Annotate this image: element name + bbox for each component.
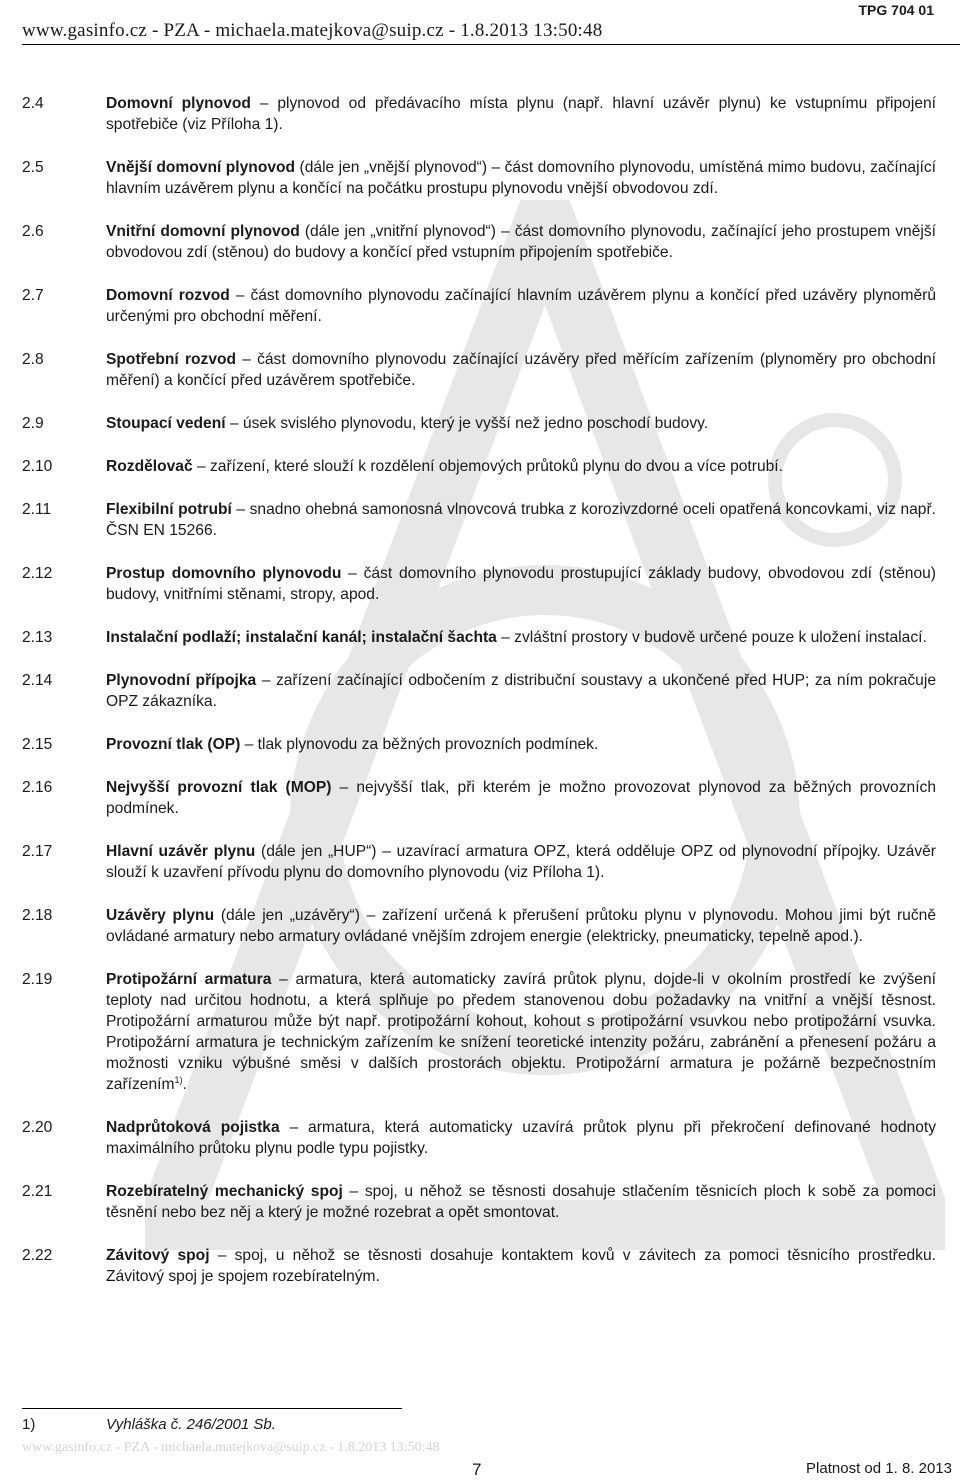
definition-number: 2.18: [22, 907, 53, 924]
definition-number: 2.19: [22, 971, 53, 988]
definition-term: Uzávěry plynu: [106, 907, 215, 924]
definition-item: [22, 93, 936, 135]
definition-item: [22, 349, 936, 391]
footnote-text: Vyhláška č. 246/2001 Sb.: [106, 1416, 276, 1433]
definition-number: 2.4: [22, 95, 44, 112]
definition-number: 2.16: [22, 779, 53, 796]
definition-item: [22, 734, 936, 755]
definition-item: [22, 1245, 936, 1287]
definition-term: Nejvyšší provozní tlak (MOP): [106, 779, 332, 796]
definition-text: – úsek svislého plynovodu, který je vyšší než jedno poschodí budovy.: [225, 415, 709, 432]
definition-text: – armatura, která automaticky uzavírá průtok plynu při překročení definované hodnoty maximálního průtoku plynu podle typu pojistky.: [106, 1119, 936, 1157]
definition-item: [22, 456, 936, 477]
definition-text: – spoj, u něhož se těsnosti dosahuje kontaktem kovů v závitech za pomoci těsnicího prostředku. Závitový spoj je spojem rozebíratelným.: [106, 1247, 936, 1285]
definition-item: [22, 1181, 936, 1223]
definition-text: (dále jen „vnější plynovod“) – část domovního plynovodu, umístěná mimo budovu, začínající hlavním uzávěrem plynu a končící na počátku prostupu plynovodu vnější obvodovou zdí.: [106, 159, 936, 197]
definition-term: Flexibilní potrubí: [106, 501, 232, 518]
definition-term: Prostup domovního plynovodu: [106, 565, 342, 582]
definition-item: [22, 670, 936, 712]
definition-item: [22, 157, 936, 199]
validity-date: Platnost od 1. 8. 2013: [806, 1460, 952, 1477]
definition-text: – část domovního plynovodu prostupující základy budovy, obvodovou zdí (stěnou) budovy, vnitřními stěnami, stropy, apod.: [106, 565, 936, 603]
definition-text: – spoj, u něhož se těsnosti dosahuje stlačením těsnicích ploch k sobě za pomoci těsnění nebo bez něj a který je možné rozebrat a opět smontovat.: [106, 1183, 936, 1221]
definition-item: [22, 499, 936, 541]
definition-number: 2.9: [22, 415, 44, 432]
definition-term: Nadprůtoková pojistka: [106, 1119, 280, 1136]
definition-term: Vnější domovní plynovod: [106, 159, 296, 176]
footnote-number: 1): [22, 1416, 36, 1433]
definition-number: 2.22: [22, 1247, 53, 1264]
definition-text: (dále jen „vnitřní plynovod“) – část domovního plynovodu, začínající jeho prostupem vnější obvodovou zdí (stěnou) do budovy a končící před vstupním připojením spotřebiče.: [106, 223, 936, 261]
definition-text: – armatura, která automaticky zavírá průtok plynu, dojde-li v okolním prostředí ke zvýšení teploty nad určitou hodnotu, a která splňuje po předem stanovenou dobu požadavky na vnitřní a vnější těsnost. Protipožární armaturou může být např. protipožární kohout, kohout s protipožární vsuvkou nebo protipožární vsuvka. Protipožární armatura je technickým zařízením ke snížení teoretické intenzity požáru, zabránění a přenesení požáru a možnosti vzniku výbušné směsi v dalších prostorách objektu. Protipožární armatura je požárně bezpečnostním zařízením: [106, 971, 936, 1093]
definition-term: Plynovodní přípojka: [106, 672, 257, 689]
definition-number: 2.20: [22, 1119, 53, 1136]
definition-term: Protipožární armatura: [106, 971, 272, 988]
definition-number: 2.21: [22, 1183, 53, 1200]
definition-item: [22, 563, 936, 605]
definition-term: Domovní rozvod: [106, 287, 230, 304]
definition-number: 2.11: [22, 501, 52, 518]
definition-term: Provozní tlak (OP): [106, 736, 241, 753]
definition-number: 2.7: [22, 287, 44, 304]
definition-term: Rozebíratelný mechanický spoj: [106, 1183, 343, 1200]
definition-term: Instalační podlaží; instalační kanál; instalační šachta: [106, 629, 497, 646]
definition-item: [22, 841, 936, 883]
definition-number: 2.15: [22, 736, 53, 753]
definition-number: 2.5: [22, 159, 44, 176]
definition-item: [22, 221, 936, 263]
definition-text: – zařízení začínající odbočením z distribuční soustavy a ukončené před HUP; za ním pokračuje OPZ zákazníka.: [106, 672, 936, 710]
definition-tail: .: [182, 1076, 187, 1093]
definition-item: [22, 969, 936, 1095]
definition-text: (dále jen „uzávěry“) – zařízení určená k přerušení průtoku plynu v plynovodu. Mohou jimi být ručně ovládané armatury nebo armatury ovládané vnějším zdrojem energie (elektricky, pneumaticky, tepelně apod.).: [106, 907, 936, 945]
definition-item: [22, 627, 936, 648]
definition-number: 2.6: [22, 223, 44, 240]
definition-text: – snadno ohebná samonosná vlnovcová trubka z korozivzdorné oceli opatřená koncovkami, viz např. ČSN EN 15266.: [106, 501, 936, 539]
definition-number: 2.12: [22, 565, 53, 582]
definition-item: [22, 1117, 936, 1159]
definition-term: Hlavní uzávěr plynu: [106, 843, 256, 860]
definition-item: [22, 777, 936, 819]
definition-term: Vnitřní domovní plynovod: [106, 223, 300, 240]
definition-term: Rozdělovač: [106, 458, 193, 475]
definition-text: – zvláštní prostory v budově určené pouze k uložení instalací.: [496, 629, 927, 646]
definition-text: – část domovního plynovodu začínající uzávěry před měřícím zařízením (plynoměry pro obchodní měření) a končící před uzávěrem spotřebiče.: [106, 351, 936, 389]
definition-item: [22, 285, 936, 327]
definition-text: – část domovního plynovodu začínající hlavním uzávěrem plynu a končící před uzávěry plynoměrů určenými pro obchodní měření.: [106, 287, 937, 325]
definition-text: – nejvyšší tlak, při kterém je možno provozovat plynovod za běžných provozních podmínek.: [106, 779, 936, 817]
definition-number: 2.8: [22, 351, 44, 368]
definition-text: – plynovod od předávacího místa plynu (např. hlavní uzávěr plynu) ke vstupnímu připojení spotřebiče (viz Příloha 1).: [106, 95, 936, 133]
definition-term: Spotřební rozvod: [106, 351, 237, 368]
definition-number: 2.10: [22, 458, 53, 475]
definition-term: Stoupací vedení: [106, 415, 226, 432]
definition-text: (dále jen „HUP“) – uzavírací armatura OPZ, která odděluje OPZ od plynovodní přípojky. Uzávěr slouží k uzavření přívodu plynu do domovního plynovodu (viz Příloha 1).: [106, 843, 937, 881]
definition-text: – zařízení, které slouží k rozdělení objemových průtoků plynu do dvou a více potrubí.: [192, 458, 783, 475]
definition-text: – tlak plynovodu za běžných provozních podmínek.: [240, 736, 599, 753]
definition-term: Domovní plynovod: [106, 95, 251, 112]
definitions-list: [22, 93, 936, 1287]
footnote: [22, 1416, 276, 1433]
definition-item: [22, 413, 936, 434]
footnote-ref: 1): [174, 1074, 183, 1085]
definition-number: 2.14: [22, 672, 53, 689]
header-rule: [22, 44, 960, 45]
document-code: TPG 704 01: [858, 2, 934, 18]
page-number: 7: [472, 1460, 482, 1479]
definition-number: 2.17: [22, 843, 53, 860]
definition-item: [22, 905, 936, 947]
footnote-rule: [22, 1408, 402, 1409]
definition-term: Závitový spoj: [106, 1247, 210, 1264]
footer-watermark: www.gasinfo.cz - PZA - michaela.matejkova@suip.cz - 1.8.2013 13:50:48: [22, 1440, 440, 1455]
definition-number: 2.13: [22, 629, 53, 646]
header-watermark: www.gasinfo.cz - PZA - michaela.matejkova@suip.cz - 1.8.2013 13:50:48: [22, 20, 603, 41]
